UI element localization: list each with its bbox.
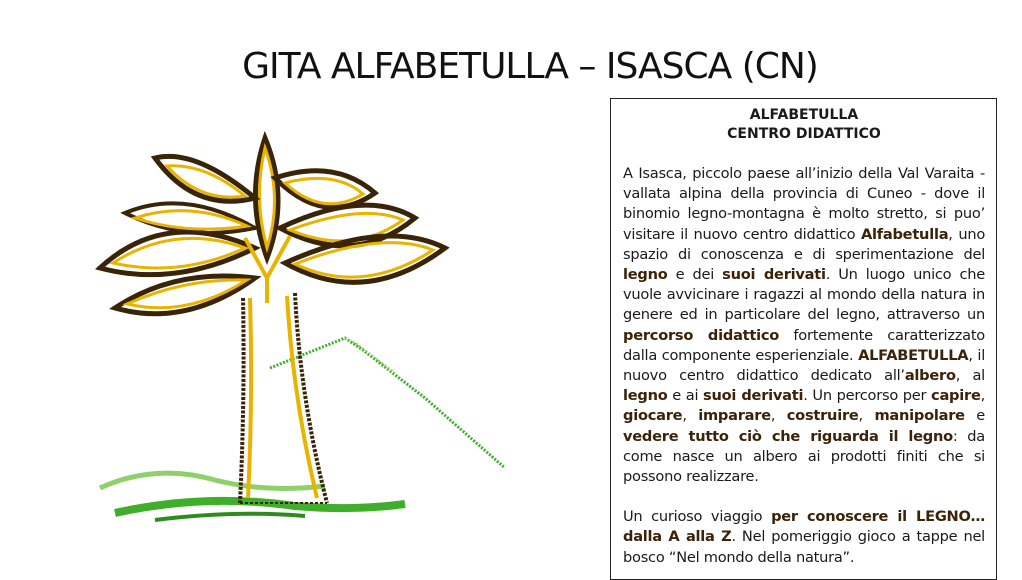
tree-illustration xyxy=(95,118,515,538)
text-run: fortemente caratterizzato dalla componente esperienziale. xyxy=(623,326,985,364)
bold-text: costruire xyxy=(786,407,859,425)
text-run: . Un luogo unico che vuole avvicinare i ragazzi al mondo della natura in genere ed in particolare del legno, attraverso un xyxy=(623,266,985,324)
tree-trunk xyxy=(240,293,327,503)
text-run: e dei xyxy=(667,266,723,284)
heading-line-1: ALFABETULLA xyxy=(749,107,859,123)
bold-text: giocare xyxy=(623,407,683,425)
tree-crown xyxy=(100,138,445,314)
bold-text: per conoscere il LEGNO… dalla A alla Z xyxy=(623,508,986,546)
bold-text: legno xyxy=(623,266,668,284)
text-run: A Isasca, piccolo paese all’inizio della Val Varaita - vallata alpina della provincia di Cuneo - dove il binomio legno-montagna è molto stretto, si puo’ visitare il nuovo centro didattico xyxy=(623,165,985,243)
text-run: : da come nasce un albero ai prodotti finiti che si possono realizzare. xyxy=(623,427,985,486)
bold-text: Alfabetulla xyxy=(860,225,949,243)
text-run: , xyxy=(770,407,787,425)
description-paragraph xyxy=(623,164,985,487)
text-run: . Un percorso per xyxy=(803,387,932,405)
bold-text: capire xyxy=(931,387,981,405)
text-run: , xyxy=(980,387,985,405)
info-box-heading xyxy=(623,106,985,144)
text-run: e xyxy=(964,407,986,425)
bold-text: ALFABETULLA xyxy=(858,346,969,364)
text-run: , il nuovo centro didattico dedicato all’ xyxy=(623,346,986,385)
text-run: e ai xyxy=(667,387,704,405)
bold-text: legno xyxy=(623,387,668,405)
text-run: , xyxy=(858,407,875,425)
heading-line-2: CENTRO DIDATTICO xyxy=(727,126,881,142)
info-box xyxy=(610,98,997,580)
text-run: , uno spazio di conoscenza e di sperimentazione del xyxy=(623,225,985,263)
bold-text: suoi derivati xyxy=(703,387,804,405)
bold-text: suoi derivati xyxy=(722,266,826,284)
program-paragraph xyxy=(623,507,985,568)
text-run: , al xyxy=(955,367,985,385)
bold-text: imparare xyxy=(698,407,771,425)
bold-text: vedere tutto ciò che riguarda il legno xyxy=(623,427,953,445)
text-run: . Nel pomeriggio gioco a tappe nel bosco “Nel mondo della natura”. xyxy=(623,528,985,566)
bold-text: manipolare xyxy=(874,407,965,425)
bold-text: albero xyxy=(904,367,956,385)
text-run: Un curioso viaggio xyxy=(623,508,772,526)
bold-text: percorso didattico xyxy=(623,326,780,344)
text-run: , xyxy=(682,407,699,425)
page-title: GITA ALFABETULLA – ISASCA (CN) xyxy=(242,46,818,87)
